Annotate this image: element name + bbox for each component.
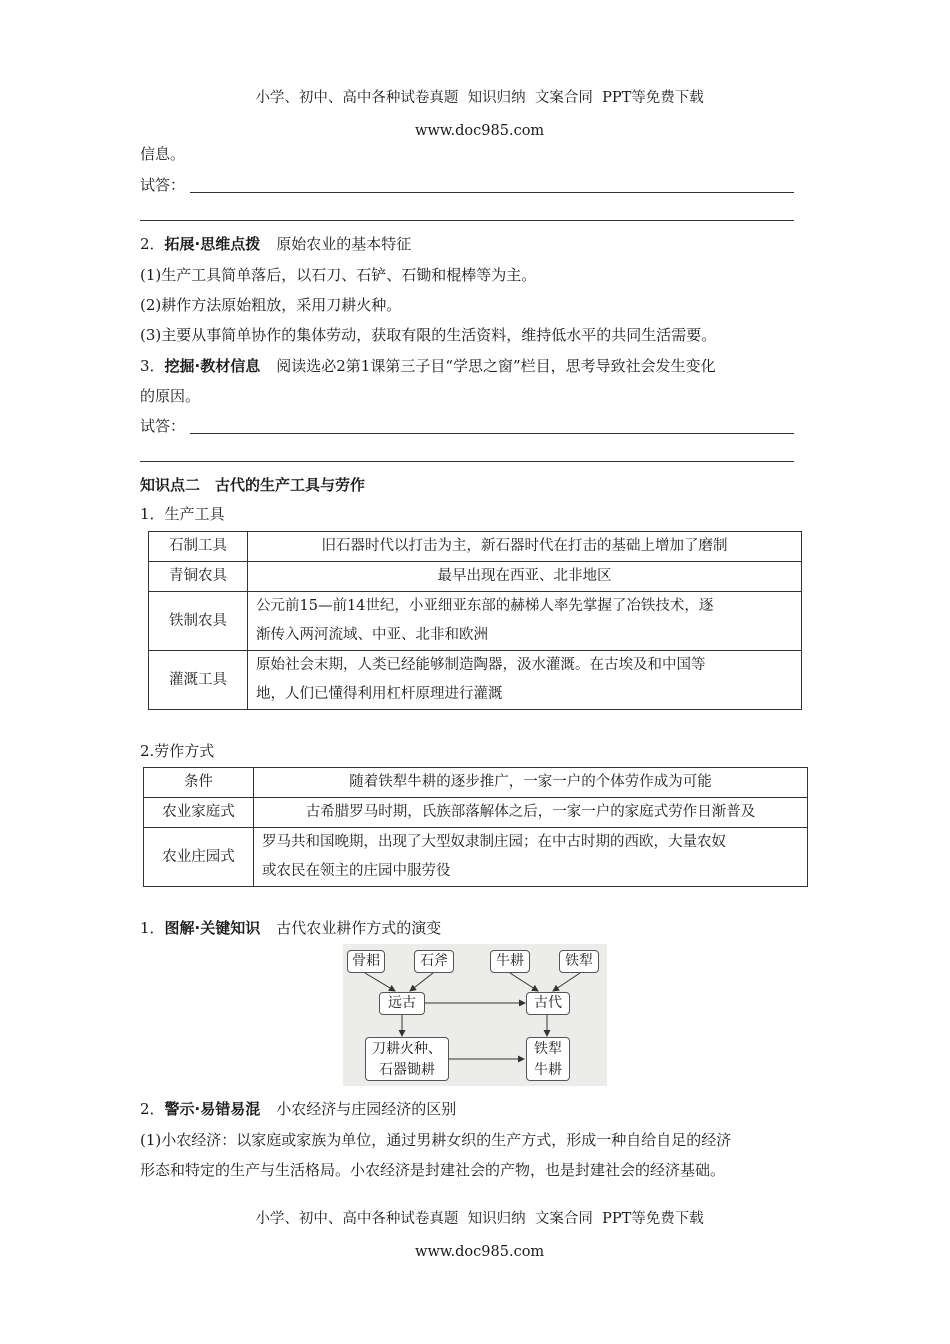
section-label: 拓展·思维点拨 [164, 235, 261, 253]
answer-label-2: 试答： [140, 417, 186, 435]
section-num: 3． [140, 357, 165, 375]
labor-desc-line: 或农民在领主的庄园中服劳役 [262, 863, 451, 879]
diagram-box-iron-plow: 铁犁 [559, 950, 599, 973]
footer-url: www.doc985.com [415, 1244, 545, 1260]
labor-desc-line: 罗马共和国晚期，出现了大型奴隶制庄园；在中古时期的西欧，大量农奴 [262, 834, 726, 850]
diagram-box-slash-burn [365, 1037, 449, 1081]
page-footer [0, 1191, 950, 1260]
answer-rule [190, 433, 794, 434]
tool-name: 铁制农具 [149, 592, 248, 651]
labor-name: 农业家庭式 [144, 798, 254, 828]
tool-desc [248, 651, 802, 710]
tool-desc [248, 592, 802, 651]
answer-rule [140, 220, 794, 221]
table-row [144, 768, 808, 798]
table-row [144, 798, 808, 828]
section-title-expand [140, 233, 411, 254]
tool-desc-line: 渐传入两河流域、中亚、北非和欧洲 [256, 627, 488, 643]
section-label: 图解·关键知识 [164, 919, 261, 937]
evolution-diagram [343, 944, 607, 1086]
footer-text: 小学、初中、高中各种试卷真题 知识归纳 文案合同 PPT等免费下载 [255, 1211, 704, 1227]
tool-name: 石制工具 [149, 532, 248, 562]
section-title-mine [140, 355, 716, 376]
diagram-box-bone-spade: 骨耜 [347, 950, 385, 973]
labor-desc: 古希腊罗马时期，氏族部落解体之后，一家一户的家庭式劳作日渐普及 [254, 798, 808, 828]
labor-subtitle: 2.劳作方式 [140, 742, 215, 760]
section-title-warning [140, 1098, 456, 1119]
tool-desc-line: 地，人们已懂得利用杠杆原理进行灌溉 [256, 686, 503, 702]
labor-desc [254, 828, 808, 887]
mine-line-2: 的原因。 [140, 387, 201, 405]
expand-item-2: (2)耕作方法原始粗放，采用刀耕火种。 [140, 296, 402, 314]
table-row [149, 532, 802, 562]
section-num: 2． [140, 1100, 165, 1118]
diagram-box-ancient-times: 远古 [379, 992, 425, 1015]
table-row [149, 592, 802, 651]
warning-line-2: 形态和特定的生产与生活格局。小农经济是封建社会的产物，也是封建社会的经济基础。 [140, 1161, 726, 1179]
warning-line-1: (1)小农经济：以家庭或家族为单位，通过男耕女织的生产方式，形成一种自给自足的经济 [140, 1131, 732, 1149]
diagram-box-line: 石器锄耕 [379, 1062, 435, 1078]
tool-name: 青铜农具 [149, 562, 248, 592]
section-subject: 阅读选必2第1课第三子目“学思之窗”栏目，思考导致社会发生变化 [276, 357, 716, 375]
tool-desc: 最早出现在西亚、北非地区 [248, 562, 802, 592]
section-subject: 古代农业耕作方式的演变 [276, 919, 442, 937]
tools-subtitle: 1．生产工具 [140, 505, 225, 523]
labor-desc: 随着铁犁牛耕的逐步推广，一家一户的个体劳作成为可能 [254, 768, 808, 798]
tool-desc-line: 原始社会末期，人类已经能够制造陶器，汲水灌溉。在古埃及和中国等 [256, 657, 706, 673]
answer-rule [140, 461, 794, 462]
labor-table [143, 767, 808, 887]
page-header [0, 70, 950, 139]
knowledge-point-title: 知识点二 古代的生产工具与劳作 [140, 476, 366, 494]
labor-name: 条件 [144, 768, 254, 798]
arrow [410, 973, 433, 991]
header-text: 小学、初中、高中各种试卷真题 知识归纳 文案合同 PPT等免费下载 [255, 90, 704, 106]
arrow [365, 973, 395, 991]
arrow [510, 973, 538, 991]
section-num: 2． [140, 235, 165, 253]
header-url: www.doc985.com [415, 123, 545, 139]
tool-desc-line: 公元前15—前14世纪，小亚细亚东部的赫梯人率先掌握了冶铁技术，逐 [256, 598, 714, 614]
table-row [144, 828, 808, 887]
section-label: 挖掘·教材信息 [164, 357, 261, 375]
expand-item-1: (1)生产工具简单落后，以石刀、石铲、石锄和棍棒等为主。 [140, 266, 537, 284]
diagram-box-stone-axe: 石斧 [414, 950, 454, 973]
answer-label-1: 试答： [140, 176, 186, 194]
diagram-box-antiquity: 古代 [526, 992, 570, 1015]
diagram-box-ox-plowing: 牛耕 [490, 950, 530, 973]
table-row [149, 651, 802, 710]
diagram-box-line: 铁犁 [534, 1041, 562, 1057]
diagram-box-line: 刀耕火种、 [372, 1041, 442, 1057]
diagram-box-line: 牛耕 [534, 1062, 562, 1078]
section-num: 1． [140, 919, 165, 937]
section-subject: 小农经济与庄园经济的区别 [276, 1100, 457, 1118]
labor-name: 农业庄园式 [144, 828, 254, 887]
tool-name: 灌溉工具 [149, 651, 248, 710]
answer-rule [190, 192, 794, 193]
expand-item-3: (3)主要从事简单协作的集体劳动，获取有限的生活资料，维持低水平的共同生活需要。 [140, 326, 717, 344]
arrow [553, 973, 580, 991]
section-subject: 原始农业的基本特征 [276, 235, 412, 253]
tools-table [148, 531, 802, 710]
table-row [149, 562, 802, 592]
section-title-diagram [140, 917, 441, 938]
tool-desc: 旧石器时代以打击为主，新石器时代在打击的基础上增加了磨制 [248, 532, 802, 562]
intro-line: 信息。 [140, 145, 186, 163]
section-label: 警示·易错易混 [164, 1100, 261, 1118]
diagram-box-iron-plow-ox [526, 1037, 570, 1081]
